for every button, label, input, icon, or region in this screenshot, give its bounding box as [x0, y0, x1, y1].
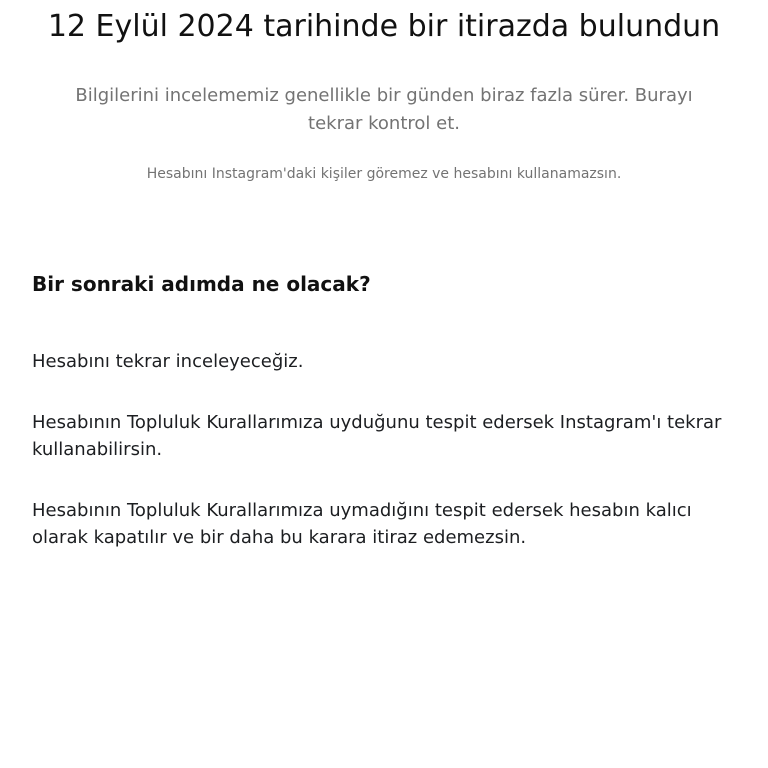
page-title: 12 Eylül 2024 tarihinde bir itirazda bulundun — [47, 9, 721, 44]
next-steps-heading: Bir sonraki adımda ne olacak? — [32, 272, 371, 296]
next-step-review: Hesabını tekrar inceleyeceğiz. — [32, 351, 304, 372]
next-step-rejected: Hesabının Topluluk Kurallarımıza uymadığını tespit edersek hesabın kalıcı olarak kapatılır ve bir daha bu karara itiraz edemezsin. — [32, 500, 692, 548]
next-step-approved: Hesabının Topluluk Kurallarımıza uyduğunu tespit edersek Instagram'ı tekrar kullanabilirsin. — [32, 412, 722, 460]
appeal-header — [0, 0, 768, 184]
account-status-note: Hesabını Instagram'daki kişiler göremez ve hesabını kullanamazsın. — [146, 166, 622, 182]
review-time-text: Bilgilerini incelememiz genellikle bir günden biraz fazla sürer. Burayı tekrar kontrol et. — [75, 85, 693, 134]
next-steps-section — [0, 270, 768, 551]
